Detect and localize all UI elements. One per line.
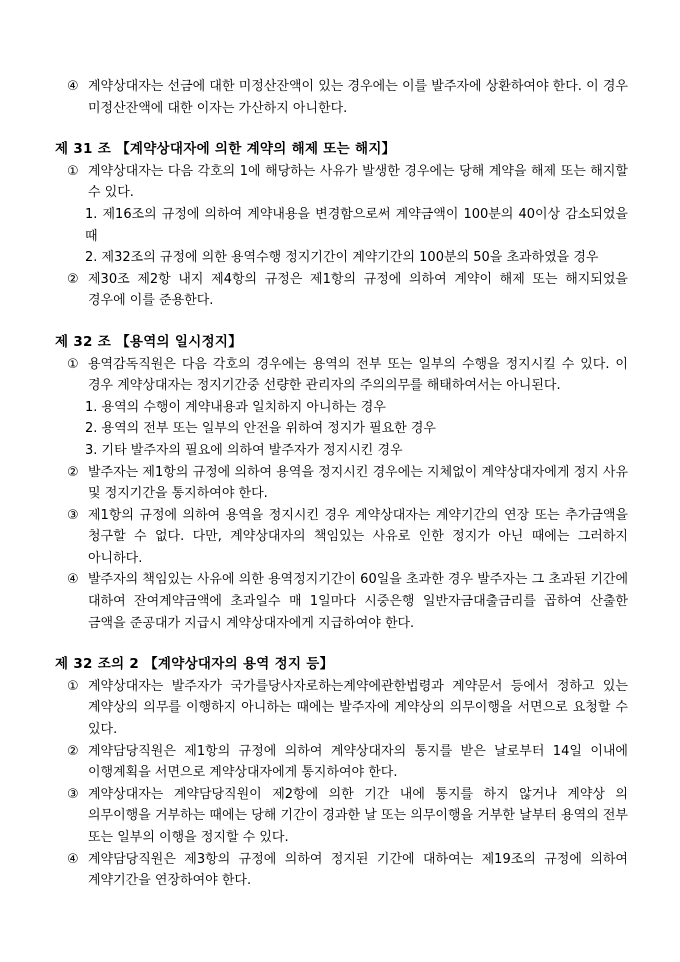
- clause-item: [55, 462, 628, 505]
- clause-subitem: 2. 용역의 전부 또는 일부의 안전을 위하여 정지가 필요한 경우: [85, 421, 436, 437]
- clause-text: 용역감독직원은 다음 각호의 경우에는 용역의 전부 또는 일부의 수행을 정지시킬 수 있다. 이 경우 계약상대자는 정지기간중 선량한 관리자의 주의의무를 해태하여서는 아니된다.: [88, 356, 628, 394]
- clause-marker: ③: [67, 786, 79, 802]
- clause-item: [55, 505, 628, 570]
- article-32-2-section: [55, 654, 628, 892]
- clause-text: 제1항의 규정에 의하여 용역을 정지시킨 경우 계약상대자는 계약기간의 연장 또는 추가금액을 청구할 수 없다. 다만, 계약상대자의 책임있는 사유로 인한 정지가 아닌 때에는 그러하지 아니하다.: [88, 507, 628, 566]
- clause-marker: ②: [67, 464, 79, 480]
- clause-subitem: 1. 제16조의 규정에 의하여 계약내용을 변경함으로써 계약금액이 100분의 40이상 감소되었을 때: [85, 206, 628, 244]
- clause-item: [55, 161, 628, 204]
- clause-marker: ④: [67, 572, 79, 588]
- article-32-section: [55, 332, 628, 634]
- clause-item: [55, 76, 628, 119]
- article-31-heading: 제 31 조 【계약상대자에 의한 계약의 해제 또는 해지】: [55, 141, 396, 158]
- clause-text: 발주자는 제1항의 규정에 의하여 용역을 정지시킨 경우에는 지체없이 계약상대자에게 정지 사유 및 정지기간을 통지하여야 한다.: [88, 464, 628, 502]
- clause-marker: ①: [67, 678, 79, 694]
- clause-text: 제30조 제2항 내지 제4항의 규정은 제1항의 규정에 의하여 계약이 해제 또는 해지되었을 경우에 이를 준용한다.: [88, 271, 628, 309]
- clause-text: 계약담당직원은 제1항의 규정에 의하여 계약상대자의 통지를 받은 날로부터 14일 이내에 이행계획을 서면으로 계약상대자에게 통지하여야 한다.: [88, 743, 628, 781]
- clause-marker: ①: [67, 163, 79, 179]
- clause-text: 계약상대자는 계약담당직원이 제2항에 의한 기간 내에 통지를 하지 않거나 계약상 의 의무이행을 거부하는 때에는 당해 기간이 경과한 날 또는 의무이행을 거부한 날부터 용역의 전부 또는 일부의 이행을 정지할 수 있다.: [88, 786, 628, 845]
- clause-text: 계약담당직원은 제3항의 규정에 의하여 정지된 기간에 대하여는 제19조의 규정에 의하여 계약기간을 연장하여야 한다.: [88, 851, 628, 889]
- clause-item: [55, 784, 628, 849]
- clause-marker: ④: [67, 851, 79, 867]
- clause-text: 계약상대자는 선금에 대한 미정산잔액이 있는 경우에는 이를 발주자에 상환하여야 한다. 이 경우 미정산잔액에 대한 이자는 가산하지 아니한다.: [88, 79, 628, 116]
- clause-text: 계약상대자는 발주자가 국가를당사자로하는계약에관한법령과 계약문서 등에서 정하고 있는 계약상의 의무를 이행하지 아니하는 때에는 발주자에 계약상의 의무이행을 서면으로 요청할 수 있다.: [88, 678, 628, 738]
- clause-marker: ①: [67, 356, 79, 372]
- clause-subitem: 2. 제32조의 규정에 의한 용역수행 정지기간이 계약기간의 100분의 50을 초과하였을 경우: [85, 250, 599, 266]
- clause-text: 발주자의 책임있는 사유에 의한 용역정지기간이 60일을 초과한 경우 발주자는 그 초과된 기간에 대하여 잔여계약금액에 초과일수 매 1일마다 시중은행 일반자금대출금리를 곱하여 산출한 금액을 준공대가 지급시 계약상대자에게 지급하여야 한다.: [88, 572, 628, 631]
- clause-subitem: 3. 기타 발주자의 필요에 의하여 발주자가 정지시킨 경우: [85, 442, 403, 458]
- clause-subitem: 1. 용역의 수행이 계약내용과 일치하지 아니하는 경우: [85, 399, 386, 415]
- clause-item: [55, 849, 628, 892]
- clause-marker: ③: [67, 507, 79, 523]
- clause-marker: ②: [67, 743, 79, 759]
- clause-item: [55, 741, 628, 784]
- article-32-heading: 제 32 조 【용역의 일시정지】: [55, 333, 243, 350]
- clause-item: [55, 354, 628, 397]
- clause-item: [55, 569, 628, 634]
- clause-item: [55, 676, 628, 741]
- clause-text: 계약상대자는 다음 각호의 1에 해당하는 사유가 발생한 경우에는 당해 계약을 해제 또는 해지할 수 있다.: [88, 163, 628, 201]
- article-32-2-heading: 제 32 조의 2 【계약상대자의 용역 정지 등】: [55, 656, 334, 673]
- clause-marker: ④: [67, 79, 79, 94]
- article-31-section: [55, 139, 628, 312]
- clause-item: [55, 269, 628, 312]
- clause-marker: ②: [67, 271, 79, 287]
